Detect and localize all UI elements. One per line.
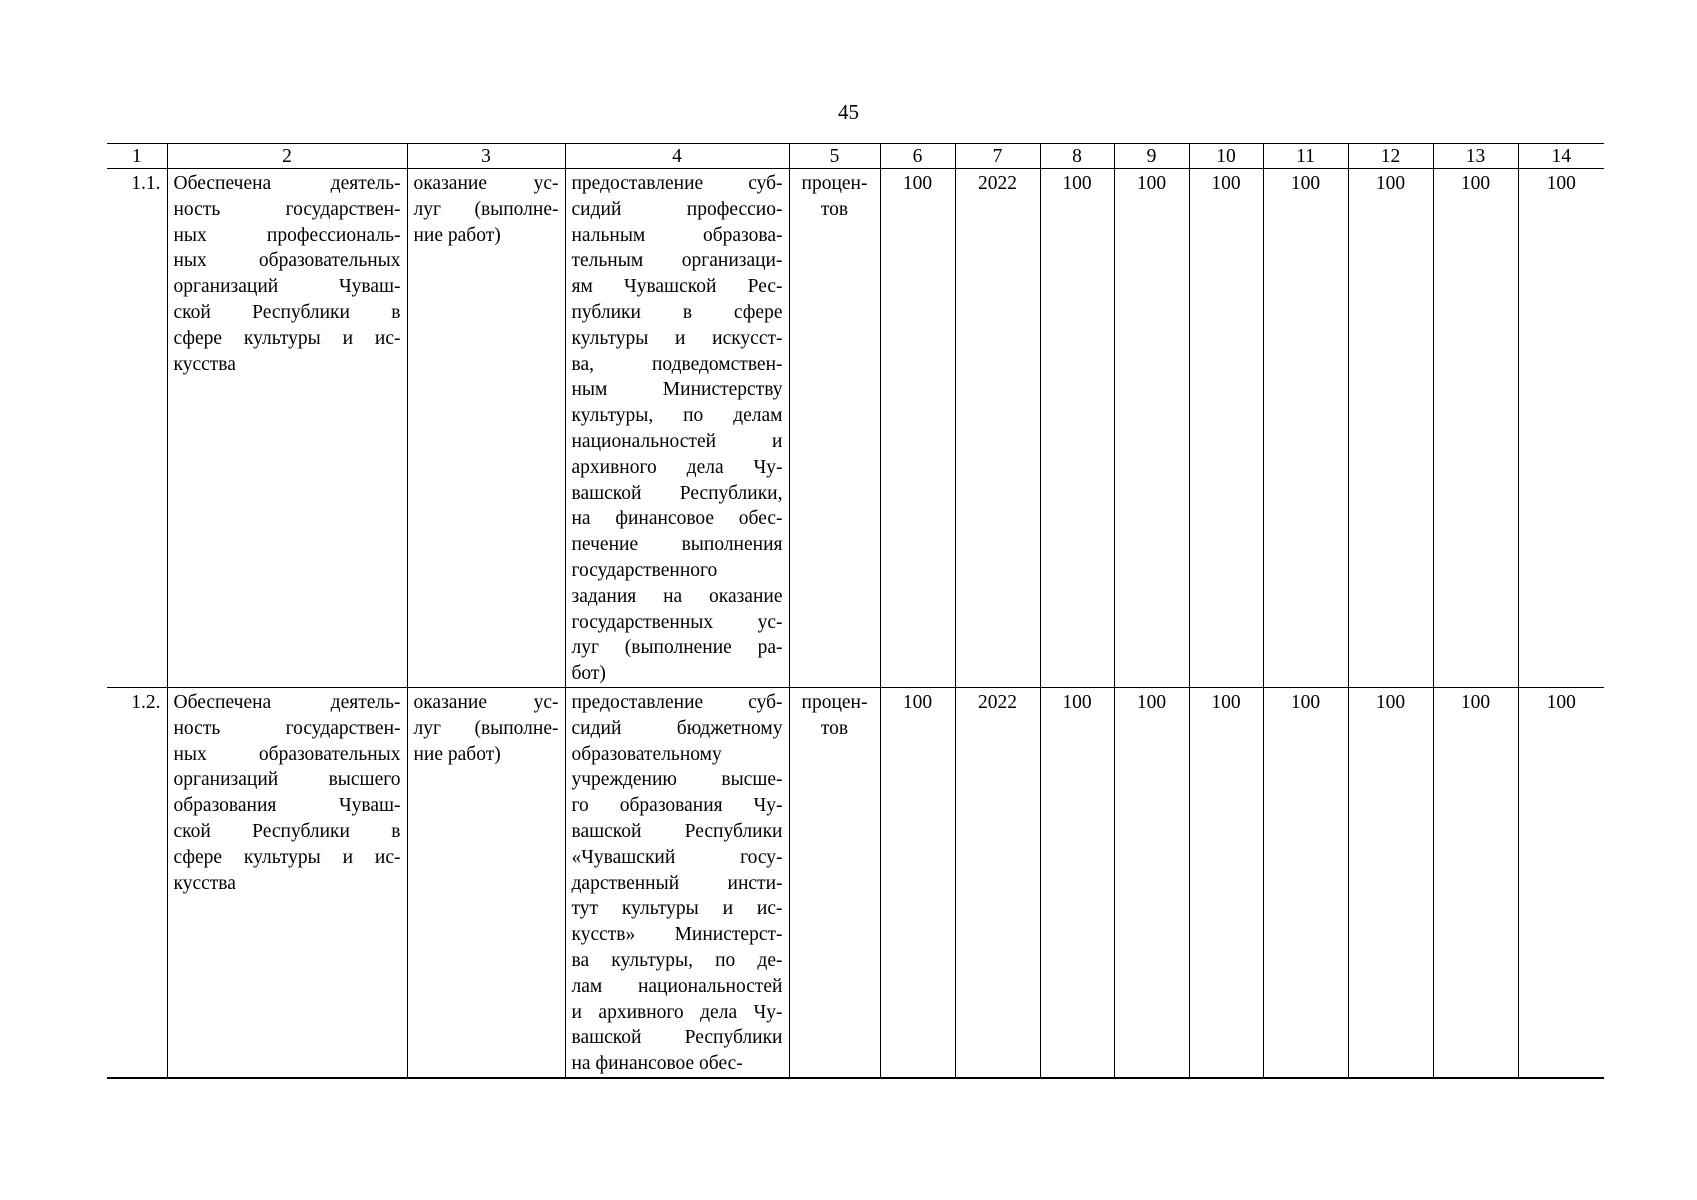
text-line: тельным организаци- bbox=[571, 250, 783, 272]
value-cell: 100 bbox=[1433, 169, 1518, 688]
year-cell: 2022 bbox=[955, 687, 1040, 1077]
text-line: предоставление суб- bbox=[571, 691, 783, 713]
text-line: ской Республики в bbox=[173, 820, 401, 842]
value-cell: 100 bbox=[1433, 687, 1518, 1077]
value-cell: 100 bbox=[1348, 169, 1433, 688]
value-cell: 100 bbox=[880, 169, 955, 688]
text-line: предоставление суб- bbox=[571, 173, 783, 194]
header-cell: 1 bbox=[107, 144, 167, 169]
text-line: тов bbox=[820, 198, 849, 220]
text-line: тов bbox=[820, 717, 849, 739]
unit-cell bbox=[789, 169, 880, 688]
year-cell: 2022 bbox=[955, 169, 1040, 688]
value-cell: 100 bbox=[1189, 687, 1263, 1077]
header-cell: 9 bbox=[1114, 144, 1189, 169]
text-line: образовательному bbox=[571, 743, 722, 765]
text-line: сидий профессио- bbox=[571, 198, 783, 220]
text-line: ных образовательных bbox=[173, 250, 401, 272]
text-line: лам национальностей bbox=[571, 975, 783, 997]
value-cell: 100 bbox=[1040, 169, 1114, 688]
table-header-row bbox=[107, 144, 1604, 169]
value-cell: 100 bbox=[1114, 169, 1189, 688]
text-line: го образования Чу- bbox=[571, 795, 783, 817]
header-cell: 2 bbox=[167, 144, 407, 169]
value-cell: 100 bbox=[1348, 687, 1433, 1077]
header-cell: 4 bbox=[565, 144, 789, 169]
header-cell: 7 bbox=[955, 144, 1040, 169]
text-line: оказание ус- bbox=[413, 691, 559, 713]
text-line: задания на оказание bbox=[571, 585, 783, 607]
text-line: государственного bbox=[571, 559, 718, 581]
text-line: кусства bbox=[173, 353, 236, 375]
text-line: бот) bbox=[571, 663, 606, 685]
row-number: 1.1. bbox=[107, 169, 167, 688]
type-cell bbox=[407, 169, 565, 688]
text-line: кусства bbox=[173, 872, 236, 894]
text-line: вашской Республики bbox=[571, 820, 783, 842]
text-line: ние работ) bbox=[413, 224, 501, 246]
text-line: ям Чувашской Рес- bbox=[571, 276, 783, 298]
value-cell: 100 bbox=[1114, 687, 1189, 1077]
header-cell: 3 bbox=[407, 144, 565, 169]
text-line: ской Республики в bbox=[173, 301, 401, 323]
text-line: печение выполнения bbox=[571, 534, 783, 556]
type-cell bbox=[407, 687, 565, 1077]
value-cell: 100 bbox=[1518, 687, 1604, 1077]
text-line: луг (выполне- bbox=[413, 198, 559, 220]
text-line: организаций Чуваш- bbox=[173, 276, 401, 298]
value-cell: 100 bbox=[1263, 169, 1348, 688]
result-cell bbox=[167, 169, 407, 688]
header-cell: 8 bbox=[1040, 144, 1114, 169]
table-row bbox=[107, 687, 1604, 1077]
text-line: сфере культуры и ис- bbox=[173, 846, 401, 868]
text-line: ние работ) bbox=[413, 743, 501, 765]
header-cell: 5 bbox=[789, 144, 880, 169]
header-cell: 10 bbox=[1189, 144, 1263, 169]
header-cell: 11 bbox=[1263, 144, 1348, 169]
text-line: тут культуры и ис- bbox=[571, 898, 783, 920]
text-line: архивного дела Чу- bbox=[571, 456, 783, 478]
value-cell: 100 bbox=[1040, 687, 1114, 1077]
value-cell: 100 bbox=[1518, 169, 1604, 688]
name-cell bbox=[565, 687, 789, 1077]
text-line: и архивного дела Чу- bbox=[571, 1001, 783, 1023]
text-line: ных образовательных bbox=[173, 743, 401, 765]
text-line: сфере культуры и ис- bbox=[173, 327, 401, 349]
indicators-table bbox=[107, 143, 1604, 1079]
text-line: дарственный инсти- bbox=[571, 872, 783, 894]
text-line: Обеспечена деятель- bbox=[173, 691, 401, 713]
text-line: организаций высшего bbox=[173, 769, 401, 791]
result-cell bbox=[167, 687, 407, 1077]
header-cell: 12 bbox=[1348, 144, 1433, 169]
table-row bbox=[107, 169, 1604, 688]
header-cell: 6 bbox=[880, 144, 955, 169]
text-line: Обеспечена деятель- bbox=[173, 173, 401, 194]
text-line: процен- bbox=[801, 173, 868, 194]
text-line: ность государствен- bbox=[173, 198, 401, 220]
text-line: вашской Республики, bbox=[571, 482, 783, 504]
text-line: ва культуры, по де- bbox=[571, 949, 783, 971]
text-line: учреждению высше- bbox=[571, 769, 783, 791]
text-line: государственных ус- bbox=[571, 611, 783, 633]
value-cell: 100 bbox=[1263, 687, 1348, 1077]
text-line: ность государствен- bbox=[173, 717, 401, 739]
text-line: национальностей и bbox=[571, 430, 783, 452]
page-number: 45 bbox=[838, 100, 859, 124]
value-cell: 100 bbox=[1189, 169, 1263, 688]
text-line: культуры и искусст- bbox=[571, 327, 783, 349]
header-cell: 14 bbox=[1518, 144, 1604, 169]
text-line: образования Чуваш- bbox=[173, 795, 401, 817]
text-line: ва, подведомствен- bbox=[571, 353, 783, 375]
text-line: нальным образова- bbox=[571, 224, 783, 246]
text-line: кусств» Министерст- bbox=[571, 924, 783, 946]
unit-cell bbox=[789, 687, 880, 1077]
text-line: сидий бюджетному bbox=[571, 717, 783, 739]
text-line: ных профессиональ- bbox=[173, 224, 401, 246]
text-line: процен- bbox=[801, 691, 868, 713]
value-cell: 100 bbox=[880, 687, 955, 1077]
text-line: ным Министерству bbox=[571, 379, 783, 401]
text-line: вашской Республики bbox=[571, 1027, 783, 1049]
text-line: луг (выполнение ра- bbox=[571, 637, 783, 659]
header-cell: 13 bbox=[1433, 144, 1518, 169]
row-number: 1.2. bbox=[107, 687, 167, 1077]
text-line: на финансовое обес- bbox=[571, 508, 783, 530]
text-line: публики в сфере bbox=[571, 301, 783, 323]
text-line: на финансовое обес- bbox=[571, 1053, 743, 1075]
text-line: оказание ус- bbox=[413, 173, 559, 194]
text-line: культуры, по делам bbox=[571, 405, 783, 427]
name-cell bbox=[565, 169, 789, 688]
text-line: луг (выполне- bbox=[413, 717, 559, 739]
text-line: «Чувашский госу- bbox=[571, 846, 783, 868]
